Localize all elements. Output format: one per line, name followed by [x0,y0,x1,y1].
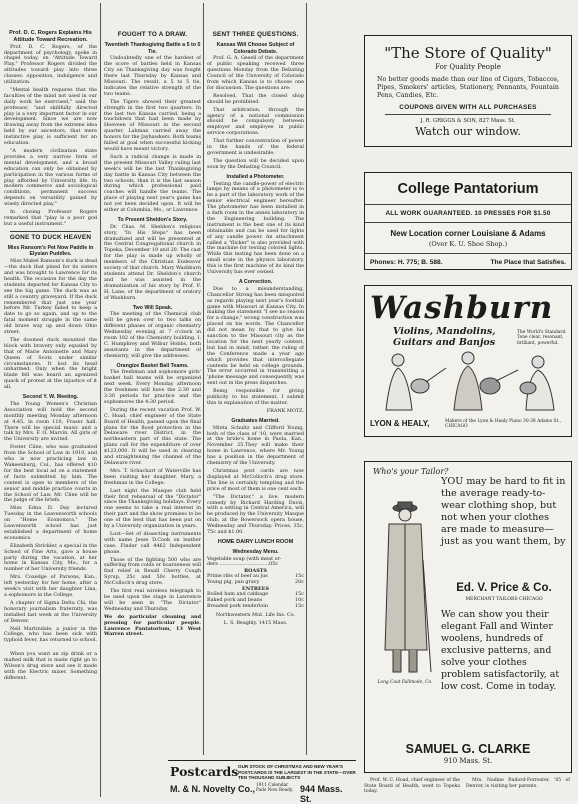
ad-body: YOU may be hard to fit in the average ready-to-wear clothing shop, but not when your clothes are made to measure—just as you want them, by [441,476,566,547]
paragraph: Prof. D. C. Rogers, of the department of psychology, spoke in chapel today, on "Attitude Toward Play." Professor Rogers divided the attitudes toward play into three classes: opposition, indulgence and utilization. [4,43,97,86]
paragraph: Lost—Set of dissecting instruments with name Jesse D.Cook on leather case. Finder call 4462 Independent phone. [104,530,201,555]
ad-postcards [168,760,356,804]
ad-dealer: SAMUEL G. CLARKE [405,742,531,756]
headline: A Correction. [238,279,273,285]
column-rule [100,3,101,797]
postcards-address: 944 Mass. St. [300,784,343,804]
ad-location: New Location corner Louisiane & Adams [390,229,546,238]
paragraph: Those of the fighting 500 who are suffering from colds or hoarseness will find relief in Rexall Cherry Cough Syrup, 25c and 50c bottles, at McColloch's drug store. [104,556,201,587]
ad-instruments: Violins, Mandolins, Guitars and Banjos [393,326,496,348]
ad-phones-row [365,259,571,266]
column-3 [207,0,304,760]
menu-line: ders ................................05c [207,561,279,568]
ad-script: Who's your Tailor? [373,467,449,476]
ad-clothing [364,461,572,773]
headline: Graduates Married. [231,417,280,424]
menu-line: Vegetable soup (with meat or- [207,555,282,562]
paragraph: Mrs. T. Schuchart of Waterville has been visiting her daughter, Mary, a freshman in the College. [104,467,201,486]
signature: FRANK MOTZ. [266,407,304,414]
column-1 [4,0,97,684]
ad-divider [365,222,571,223]
paragraph: The doomed duck mounted the block with bravery only equaled by that of Marie Antoinette and Mary Queen of Scots under similar circumstances. It lost its head unharmed. Only when the bright blade fell was heard an agonized quack of protest at the injustice of it all. [4,336,97,391]
figure-caption: Long Coat Fallmode, Co. [377,680,433,685]
ad-maker-note: Makers of the Lyon & Healy Piano 30-38 Adams St., CHICAGO [445,419,562,430]
menu-item-name: Baked pork and beans [207,597,263,604]
headline: Second Y. W. Meeting. [22,394,79,401]
paragraph: Prof. G. A. Gesell of the department of public speaking received three questions Monday from the Debating Council of the University of Colorado from which Kansas is to choose one for discussion. The questions are: [207,55,304,91]
subheadline: Kansas Will Choose Subject of Colorado Debate. [216,41,295,55]
headline: Two Will Speak. [132,304,173,311]
headline: Installed a Photometer. [226,173,285,180]
paragraph: Nell Martindale, a junior in the College, who has been sick with typhoid fever, has returned to school. [4,625,97,644]
roast-list [207,574,304,586]
ad-company-sub: MERCHANT TAILORS CHICAGO [465,597,543,602]
ad-divider [365,253,571,254]
paragraph: "A modern civilization state provides a very narrow form of mental development, and a broad education can only be obtained by participation in the various forms of play afforded by University life. In modern commerce and sociological conditions, permanent success depends on versatility gained by wisely directed play." [4,148,97,208]
menu-item-price: 15c [295,591,304,598]
musicians-illustration [368,350,568,416]
brand-logo: Washburn [370,290,554,326]
paragraph: Being responsible for giving publicity to his statement, I submit this in explanation of the matter. [207,388,304,407]
paragraph: Northwestern Mut. Life Ins. Co. [215,611,296,618]
menu-item-name: Young pig, pan gravy [207,579,260,586]
ad-subtitle: For Quality People [435,63,501,71]
ad-store-of-quality [364,35,572,147]
ad-divider [365,204,571,205]
paragraph: That arbitration, through the agency of a national commission should be compulsory between employer and employee in public service corporations. [207,106,304,137]
paragraph: In closing Professor Rogers remarked that "play is a poor god but a useful instrument." [4,209,97,227]
ad-coupons: COUPONS GIVEN WITH ALL PURCHASES [399,104,537,111]
paragraph: The Tigers showed their greatest strength in the first two quarters. In the last two Kansas carried, being a touchdown that had been made by Hoeveen of Missouri in the second quarter, Lahman carried away the honors for the Jayhawkers. Both teams failed at goal when successful kicking would have meant victory. [104,98,201,152]
ad-maker: LYON & HEALY, [370,419,430,428]
ad-guarantee: ALL WORK GUARANTEED. 10 PRESSES FOR $1.50 [385,210,551,217]
ad-divider [385,114,551,115]
menu-item-price: 10c [295,597,304,604]
ad-phones: Phones: H. 775; B. 588. [370,259,443,266]
ad-title: College Pantatorium [397,181,539,197]
paragraph: Elizabeth Strickler, a special in the School of Fine Arts, gave a house party during the vacation, at her home in Kansas City, Mo., for a number of her University friends. [4,542,97,573]
paragraph: Minta Schultz and Clifford Young, both of the class of '10, were married at the bride's home in Paola, Kan., November 25.They will make their home in Lawrence, where Mr. Young has a position in the department of chemistry of the University. [207,424,304,467]
headline: To Present Sheldon's Story. [117,216,188,223]
headline: Orangize Basket Ball Teams. [116,362,189,369]
menu-item-price: 20c [295,579,304,586]
note-bottom-right: Mrs. Nadine Rudord-Forrester, '05 of Denver, is visiting her parents. [466,778,570,789]
paragraph: That further concentration of power in the hands of the federal government is undesirable. [207,138,304,156]
paragraph: Miss Mabel Ransom's duck is dead—the duck that pined for its sisters and was brought to Lawrence for its health. The occasion for the day the students departed for Kansas City to see the big game. The duck was as still a country graveyard. If the duck remembered that just one year before Mr. Turkey failed to keep a date to go so again, and up to the fatal moment struggle in the same old brave way up and down Ohio street. [4,258,97,336]
paragraph: Christmas post cards are now displayed at McColloch's drug store. The line is certainly tempting and the price of most of them is one cent each. [207,467,304,492]
headline: SENT THREE QUESTIONS. [212,31,299,38]
paragraph: "The Dictator," a live, modern comedy by Richard Harding Davis, with a setting in Central America, will be produced by the University Masque club, at the Bowersock opera house, Wednesday and Thursday. Prices, 35c, 75c and $1.00. [207,493,304,536]
postcards-title: Postcards [170,764,239,779]
ad-company: Ed. V. Price & Co. [456,582,552,594]
paragraph: The first real wireless telegraph to be used upon the stage in Lawrence will be seen in "The Dictator" Wednesday and Thursday. [104,588,201,612]
postcards-company: M. & N. Novelty Co., [170,784,256,794]
lunch-menu [207,557,304,610]
paragraph: Mrs. Coxedge of Parsons, Kan., left yesterday for her home, after a week's visit with her daughter Lina, a sophomore in the College. [4,574,97,598]
postcards-text: OUR STOCK OF CHRISTMAS AND NEW YEAR'S POSTCARDS IS THE LARGEST IN THE STATE—OVER TEN THOUSAND SUBJECTS [238,764,356,780]
paragraph: We do particular cleaning and pressing for particular people. Lawrence Pantatorium, 13 West Warren street. [104,613,201,638]
menu-item-name: Boiled ham and cabbage [207,591,269,598]
paragraph: The freshman and sophomore girls' basket ball teams will be organized next week. Every Monday afternoon the freshmen will have the 2:30 and 3:30 periods for practice and the sophomores the 4:30 period. [104,369,201,405]
paragraph: During the recent vacation Prof. W. C. Hoad, chief engineer of the State Board of Health, passed upon the final plans for the flood protection in the Delaware river District, in the northeastern part of this state. The plans call for the expenditure of over $123,000. It will be used in clearing and straightening the channel of the Delaware river. [104,406,201,466]
paragraph: "Mental health requires that the faculties of the mind not used in our daily work be exercised," said the professor, "and skillfully directed play is a very important factor in our development. Since we are now drawing away from the extreme idea held by our ancestors, that mere instinctive play is sufficient for an education. [4,86,97,147]
menu-item-name: Prime ribs of beef au jus [207,573,268,580]
paragraph: Undoubtedly one of the hardest of the score of battles held in Kansas City on Thanksgiving day was fought there last Thursday by Kansas and Missouri. The result, a 5 to 5 tie, indicates the relative strength of the two teams. [104,55,201,97]
menu-item-name: Breaded pork tenderloin [207,602,268,609]
menu-item-price: 15c [295,602,304,609]
ad-tagline: Watch our window. [415,125,521,138]
ad-finest: The World's Standard. Tone clear, resonant, brilliant, powerful. [517,330,567,346]
ad-location-sub: (Over K. U. Shoe Shop.) [428,240,508,248]
paragraph: The question will be decided upon soon by the Debating Council. [207,157,304,170]
subheadline: Twentieth Thanksgiving Battle a 5 to 5 Tie. [104,41,201,55]
paragraph: A chapter of Sigma Delta Chi, the honorary journalism fraternity, was installed last week at the University of Denver. [4,599,97,624]
paragraph: Last night the Masque club held their first rehearsal of the "Dictator" since the Thanksgiving holidays. Every one seems to take a real interest in their part and the show promises to be one of the best that has been put on by a University organization in years. [104,487,201,530]
paragraph: Dr. Chas. M. Sheldon's religious story, "In His Steps" has been dramatized and will be presented at the Central Congregational church in Topeka, December 19 and 20. The cast for the play is made up wholly of members of the Christian Endeavor society of that church. Mary Washburn students attend Dr. Sheldon's church and he was assisted in the dramatization of his story by Prof. F. H. Lane, of the department of oratory of Washburn. [104,223,201,301]
ad-college-pantatorium [364,172,572,270]
paragraph: When you want an zip drink or a malted milk that is made right go to Wilson's drug store and see it made with the Electric mixer. Something different. [4,651,97,681]
subheadline: Miss Ransom's Pet Now Paddle in Elysian Puddles. [7,244,94,258]
menu-item [207,604,304,610]
ad-pitch: We can show you their elegant Fall and Winter woolens, hundreds of exclusive patterns, and solve your clothes problem satisfactorily, at low cost. Come in today. [441,609,560,692]
divider [10,231,91,232]
column-rule [306,3,307,755]
menu-item-price: 15c [295,573,304,580]
paragraph: The meeting of the Chemical club will be given over to two talks on different phases of organic chemistry Wednesday evening at 7 o'clock in room 102 of the Chemistry building. I. C. Humphrey and Wilbur Hobbs, both assistants in the department of chemistry, will give the addresses. [104,311,201,359]
paragraph: Miss Edna D. Day lectured Tuesday in the Leavenworth schools on "Home Economics." The Leavenworth school has just established a department of home economics. [4,505,97,541]
ad-title: "The Store of Quality" [384,44,552,62]
paragraph: Due to a misunderstanding, Chancellor Strong has been misquoted as regards playing next year's football game with Missouri at Kansas City. In making the statement "I see no reason for a change," wrong construction was placed on his words. The Chancellor did not mean by that to give his sanction to the Missouri city as the location for the next yearly contest, but had in mind, rather, the ruling of the Conference made a year ago which provides that intercollegiate contests be held on college grounds. The error occurred in transmitting a 'phone message and consequently was sent out in the press dispatches. [207,285,304,387]
subheadline: Wednesday Menu. [232,548,279,555]
paragraph: Testing the candle-power of electric lamps by means of a photometer is to be a part of the laboratory work of the senior electrical engineer hereafter. The photometer has been installed in a dark room in the annex laboratory in the Engineering building. The instrument is the best one of its kind obtainable and can be used for lights of any candle power. An attachment called a "flicker" is also provided with the machine for testing colored lights. While this testing has been done on a small scale in the physics laboratory, this is the first machine of its kind the University has ever owned. [207,180,304,276]
note-bottom-left: Prof. W. C. Hoad, chief engineer of the State Board of Health, went to Topeka today. [364,778,460,794]
menu-section-roasts: ROASTS [244,568,267,575]
paragraph: L. S. Beaghly. 1415 Mass. [223,619,288,626]
ad-address: 910 Mass. St. [443,757,493,765]
ad-body: No better goods made than our line of Cigars, Tobaccos, Pipes, Smokers' articles, Stationery, Pennants, Fountain Pens, Candies, Etc. [377,76,559,99]
postcards-calendar: 1911 Calendar Pads Now Ready. [256,783,294,793]
headline: GONE TO DUCK HEAVEN [9,233,92,241]
ad-washburn-instruments [364,285,572,437]
paragraph: The Young Women's Christian Association will hold the second monthly meeting Monday afternoon at 4:45, in room 110, Fraser hall. There will be special music and a talk by Mrs. F. O. Marvin. All girls of the University are invited. [4,400,97,443]
headline: HOME DAIRY LUNCH ROOM [217,538,294,545]
gentleman-illustration [379,500,435,680]
paragraph: Such a radical change is made in the present Missouri Valley ruling last week's will be the last Thanksgiving day battle in Kansas City between the two schools, than it is the last season during which professional paid coaches will handle the teams. The place of playing next year's game has not yet been decided upon. It will be either at Columbia, Mo., or Lawrence. [104,153,201,214]
paragraph: Resolved, That the closed shop should be prohibited. [207,92,304,105]
headline: Prof. D. C. Rogers Explains His Attitude Toward Recreation. [9,30,92,43]
ad-slogan: The Place that Satisfies. [490,259,566,266]
column-rule [203,3,204,755]
menu-section-entrees: ENTREES [242,586,269,593]
entree-list [207,592,304,610]
paragraph: Foster Cline, who was graduated from the School of Law in 1910, and who is now practicing law in Wakeenburg, Col., has offered $10 for the best local ad on a statement of facts submitted by him. The contest is open to members of the senior and middle practice courts in the School of Law. Mr. Cline will be the judge of the briefs. [4,444,97,504]
headline: FOUGHT TO A DRAW. [117,31,188,38]
ad-owner: J. R. GRIGGS & SON, 827 Mass. St. [420,118,516,124]
column-2 [104,0,201,760]
